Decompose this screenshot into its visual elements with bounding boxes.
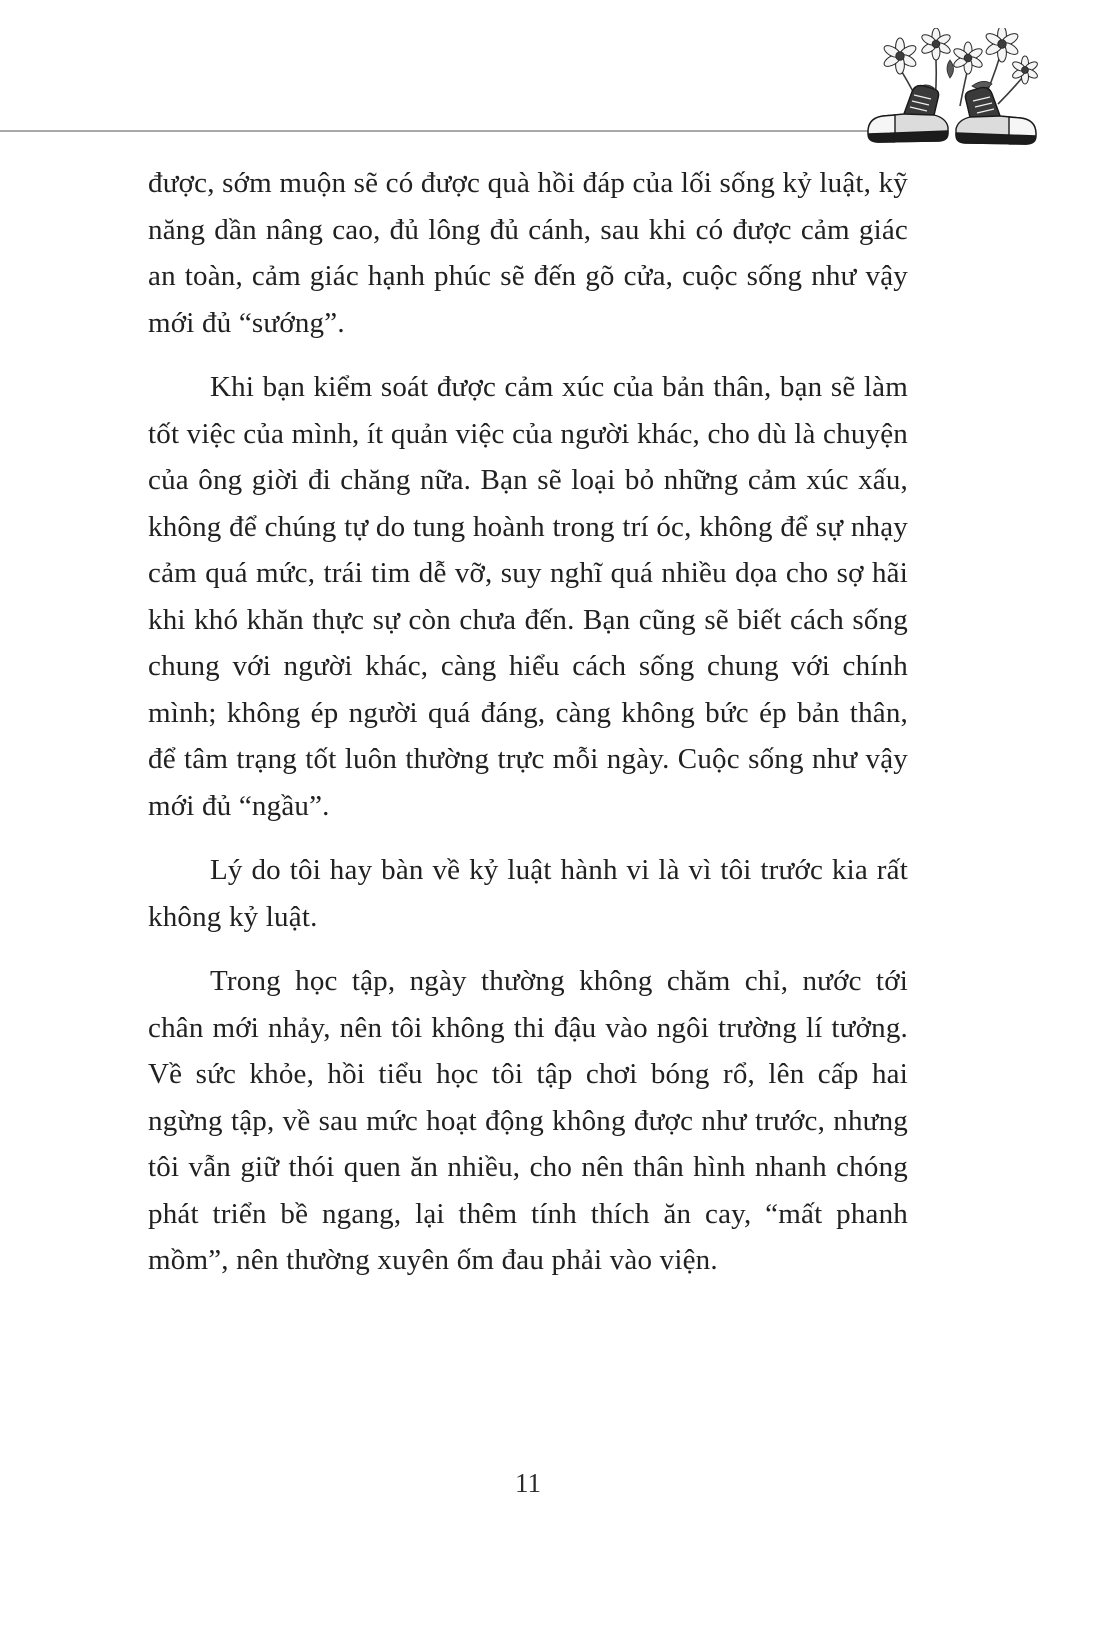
left-sneaker xyxy=(868,86,948,142)
paragraph: Lý do tôi hay bàn về kỷ luật hành vi là vì tôi trước kia rất không kỷ luật. xyxy=(148,854,908,933)
page-content xyxy=(148,160,908,1302)
right-sneaker xyxy=(956,88,1036,144)
page-number: 11 xyxy=(515,1468,541,1498)
flowers xyxy=(882,28,1039,84)
paragraph: Khi bạn kiểm soát được cảm xúc của bản thân, bạn sẽ làm tốt việc của mình, ít quản việc của người khác, cho dù là chuyện của ông giời đi chăng nữa. Bạn sẽ loại bỏ những cảm xúc xấu, không để chúng tự do tung hoành trong trí óc, không để sự nhạy cảm quá mức, trái tim dễ vỡ, suy nghĩ quá nhiều dọa cho sợ hãi khi khó khăn thực sự còn chưa đến. Bạn cũng sẽ biết cách sống chung với người khác, càng hiểu cách sống chung với chính mình; không ép người quá đáng, càng không bức ép bản thân, để tâm trạng tốt luôn thường trực mỗi ngày. Cuộc sống như vậy mới đủ “ngầu”. xyxy=(148,371,908,822)
sneakers-flowers-illustration xyxy=(862,28,1042,166)
header-rule xyxy=(0,130,878,132)
paragraph: Trong học tập, ngày thường không chăm chỉ, nước tới chân mới nhảy, nên tôi không thi đậu vào ngôi trường lí tưởng. Về sức khỏe, hồi tiểu học tôi tập chơi bóng rổ, lên cấp hai ngừng tập, về sau mức hoạt động không được như trước, nhưng tôi vẫn giữ thói quen ăn nhiều, cho nên thân hình nhanh chóng phát triển bề ngang, lại thêm tính thích ăn cay, “mất phanh mồm”, nên thường xuyên ốm đau phải vào viện. xyxy=(148,965,908,1276)
paragraph: được, sớm muộn sẽ có được quà hồi đáp của lối sống kỷ luật, kỹ năng dần nâng cao, đủ lông đủ cánh, sau khi có được cảm giác an toàn, cảm giác hạnh phúc sẽ đến gõ cửa, cuộc sống như vậy mới đủ “sướng”. xyxy=(148,167,908,339)
